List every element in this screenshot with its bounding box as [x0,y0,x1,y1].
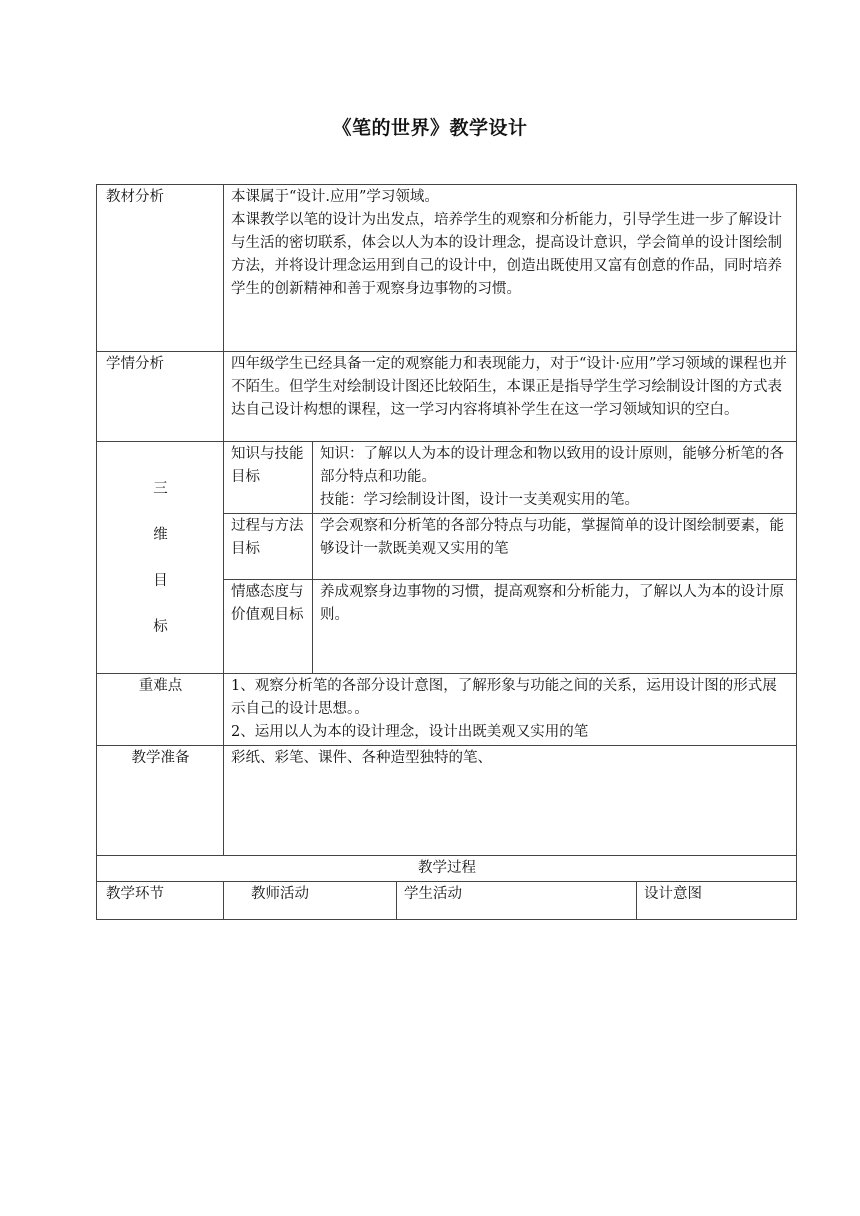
student-analysis-content: 四年级学生已经具备一定的观察能力和表现能力，对于“设计·应用”学习领域的课程也并不陌生。但学生对绘制设计图还比较陌生，本课正是指导学生学习绘制设计图的方式表达自己设计构想的课程，这一学习内容将填补学生在这一学习领域知识的空白。 [224,352,797,442]
goals-char-1: 三 [153,480,168,497]
key-points-label: 重难点 [97,674,224,746]
column-teaching-stage: 教学环节 [97,882,224,920]
goals-char-3: 目 [153,572,168,589]
knowledge-goal-line2: 技能：学习绘制设计图，设计一支美观实用的笔。 [320,492,639,508]
key-points-content [224,674,797,746]
material-analysis-line1: 本课属于“设计.应用”学习领域。 [231,189,439,205]
student-analysis-row [97,352,797,442]
key-points-line2: 2、运用以人为本的设计理念，设计出既美观又实用的笔 [231,724,589,740]
key-points-line1: 1、观察分析笔的各部分设计意图，了解形象与功能之间的关系，运用设计图的形式展示自己的设计思想。。 [231,678,777,717]
process-method-goal-content: 学会观察和分析笔的各部分特点与功能，掌握简单的设计图绘制要素，能够设计一款既美观又实用的笔 [313,514,797,580]
knowledge-skill-goal-content [313,442,797,514]
knowledge-skill-goal-label: 知识与技能目标 [224,442,313,514]
teaching-process-header: 教学过程 [97,856,797,882]
column-teacher-activity: 教师活动 [224,882,397,920]
teaching-process-columns-row [97,882,797,920]
column-student-activity: 学生活动 [397,882,637,920]
student-analysis-label: 学情分析 [97,352,224,442]
goal-knowledge-row [97,442,797,514]
process-method-goal-label: 过程与方法目标 [224,514,313,580]
document-title: 《笔的世界》教学设计 [332,117,528,139]
three-dimensional-goals-label [97,442,224,674]
material-analysis-row [97,185,797,352]
emotion-value-goal-content: 养成观察身边事物的习惯，提高观察和分析能力，了解以人为本的设计原则。 [313,580,797,674]
material-analysis-label: 教材分析 [97,185,224,352]
preparation-row [97,746,797,856]
key-points-row [97,674,797,746]
emotion-value-goal-label: 情感态度与价值观目标 [224,580,313,674]
material-analysis-line2: 本课教学以笔的设计为出发点，培养学生的观察和分析能力，引导学生进一步了解设计与生活的密切联系，体会以人为本的设计理念，提高设计意识，学会简单的设计图绘制方法，并将设计理念运用到自己的设计中，创造出既使用又富有创意的作品，同时培养学生的创新精神和善于观察身边事物的习惯。 [231,212,782,297]
preparation-label: 教学准备 [97,746,224,856]
teaching-process-header-row [97,856,797,882]
goals-char-4: 标 [153,618,168,635]
knowledge-goal-line1: 知识：了解以人为本的设计理念和物以致用的设计原则，能够分析笔的各部分特点和功能。 [320,446,784,485]
preparation-content: 彩纸、彩笔、课件、各种造型独特的笔、 [224,746,797,856]
material-analysis-content [224,185,797,352]
goals-char-2: 维 [153,526,168,543]
lesson-plan-table [96,184,797,920]
column-design-intent: 设计意图 [637,882,797,920]
